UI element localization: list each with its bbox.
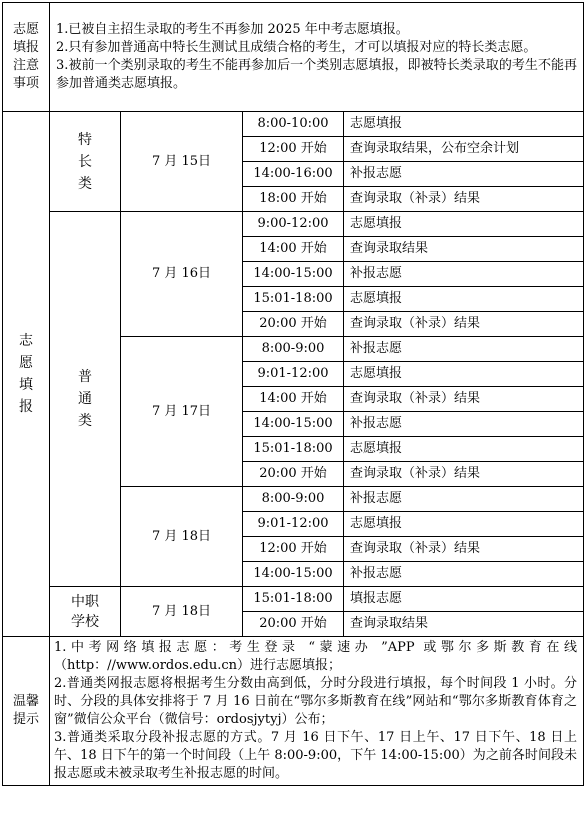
time-cell: 20:00 开始 <box>243 462 344 487</box>
category-cell <box>50 587 121 637</box>
date-cell: 7 月 18日 <box>121 487 243 587</box>
time-cell: 15:01-18:00 <box>243 587 344 612</box>
time-cell: 14:00 开始 <box>243 387 344 412</box>
tips-content <box>50 637 584 786</box>
action-cell: 补报志愿 <box>344 337 584 362</box>
notes-header-line: 志愿 <box>12 22 39 37</box>
action-cell: 志愿填报 <box>344 362 584 387</box>
date-cell: 7 月 16日 <box>121 212 243 337</box>
tips-header-line: 提示 <box>12 712 39 727</box>
schedule-table-body <box>3 3 584 786</box>
notes-header-line: 事项 <box>12 76 39 91</box>
action-cell: 志愿填报 <box>344 512 584 537</box>
note-item: 1.已被自主招生录取的考生不再参加 2025 年中考志愿填报。 <box>56 22 409 37</box>
schedule-row <box>3 112 584 137</box>
schedule-table <box>2 2 584 786</box>
category-label: 中职学校 <box>71 593 99 630</box>
action-cell: 查询录取（补录）结果 <box>344 312 584 337</box>
category-cell <box>50 212 121 587</box>
action-cell: 补报志愿 <box>344 162 584 187</box>
tips-row <box>3 637 584 786</box>
tip-item: 1.中考网络填报志愿：考生登录 “蒙速办 ”APP 或鄂尔多斯教育在线（http：//www.ordos.edu.cn）进行志愿填报； <box>54 640 578 673</box>
time-cell: 14:00-15:00 <box>243 562 344 587</box>
schedule-row <box>3 212 584 237</box>
time-cell: 9:00-12:00 <box>243 212 344 237</box>
action-cell: 查询录取（补录）结果 <box>344 187 584 212</box>
time-cell: 20:00 开始 <box>243 612 344 637</box>
action-cell: 补报志愿 <box>344 262 584 287</box>
time-cell: 14:00-16:00 <box>243 162 344 187</box>
notes-header-line: 填报 <box>12 40 39 55</box>
time-cell: 15:01-18:00 <box>243 287 344 312</box>
notes-row <box>3 3 584 112</box>
schedule-row <box>3 587 584 612</box>
notes-header <box>3 3 50 112</box>
date-cell: 7 月 18日 <box>121 587 243 637</box>
time-cell: 14:00-15:00 <box>243 412 344 437</box>
category-cell <box>50 112 121 212</box>
action-cell: 补报志愿 <box>344 412 584 437</box>
time-cell: 20:00 开始 <box>243 312 344 337</box>
category-label: 特长类 <box>78 131 92 192</box>
action-cell: 补报志愿 <box>344 487 584 512</box>
note-item: 2.只有参加普通高中特长生测试且成绩合格的考生，才可以填报对应的特长类志愿。 <box>56 40 537 55</box>
action-cell: 查询录取（补录）结果 <box>344 537 584 562</box>
action-cell: 查询录取结果，公布空余计划 <box>344 137 584 162</box>
note-item: 3.被前一个类别录取的考生不能再参加后一个类别志愿填报，即被特长类录取的考生不能再参加普通类志愿填报。 <box>56 58 578 91</box>
tips-header-line: 温馨 <box>12 694 39 709</box>
time-cell: 18:00 开始 <box>243 187 344 212</box>
time-cell: 8:00-9:00 <box>243 337 344 362</box>
action-cell: 志愿填报 <box>344 112 584 137</box>
tip-item: 3.普通类采取分段补报志愿的方式。7 月 16 日下午、17 日上午、17 日下午、18 日上午、18 日下午的第一个时间段（上午 8:00-9:00，下午 14:00-15:00）为之前各时间段未报志愿或未被录取考生补报志愿的时间。 <box>54 730 578 781</box>
action-cell: 查询录取（补录）结果 <box>344 387 584 412</box>
action-cell: 查询录取结果 <box>344 612 584 637</box>
action-cell: 志愿填报 <box>344 212 584 237</box>
time-cell: 15:01-18:00 <box>243 437 344 462</box>
time-cell: 8:00-10:00 <box>243 112 344 137</box>
time-cell: 8:00-9:00 <box>243 487 344 512</box>
tips-header <box>3 637 50 786</box>
schedule-header-label: 志愿填报 <box>19 333 33 415</box>
notes-content <box>50 3 584 112</box>
time-cell: 9:01-12:00 <box>243 512 344 537</box>
tip-item: 2.普通类网报志愿将根据考生分数由高到低，分时分段进行填报，每个时间段 1 小时。分时、分段的具体安排将于 7 月 16 日前在“鄂尔多斯教育在线”网站和“鄂尔多斯教育体育之窗”微信公众平台（微信号：ordosjytyj）公布； <box>54 676 578 727</box>
action-cell: 查询录取（补录）结果 <box>344 462 584 487</box>
time-cell: 12:00 开始 <box>243 137 344 162</box>
action-cell: 志愿填报 <box>344 287 584 312</box>
action-cell: 补报志愿 <box>344 562 584 587</box>
time-cell: 14:00-15:00 <box>243 262 344 287</box>
schedule-header <box>3 112 50 637</box>
category-label: 普通类 <box>78 369 92 429</box>
time-cell: 9:01-12:00 <box>243 362 344 387</box>
action-cell: 志愿填报 <box>344 437 584 462</box>
notes-header-line: 注意 <box>12 58 39 73</box>
action-cell: 查询录取结果 <box>344 237 584 262</box>
time-cell: 12:00 开始 <box>243 537 344 562</box>
date-cell: 7 月 15日 <box>121 112 243 212</box>
date-cell: 7 月 17日 <box>121 337 243 487</box>
time-cell: 14:00 开始 <box>243 237 344 262</box>
action-cell: 填报志愿 <box>344 587 584 612</box>
